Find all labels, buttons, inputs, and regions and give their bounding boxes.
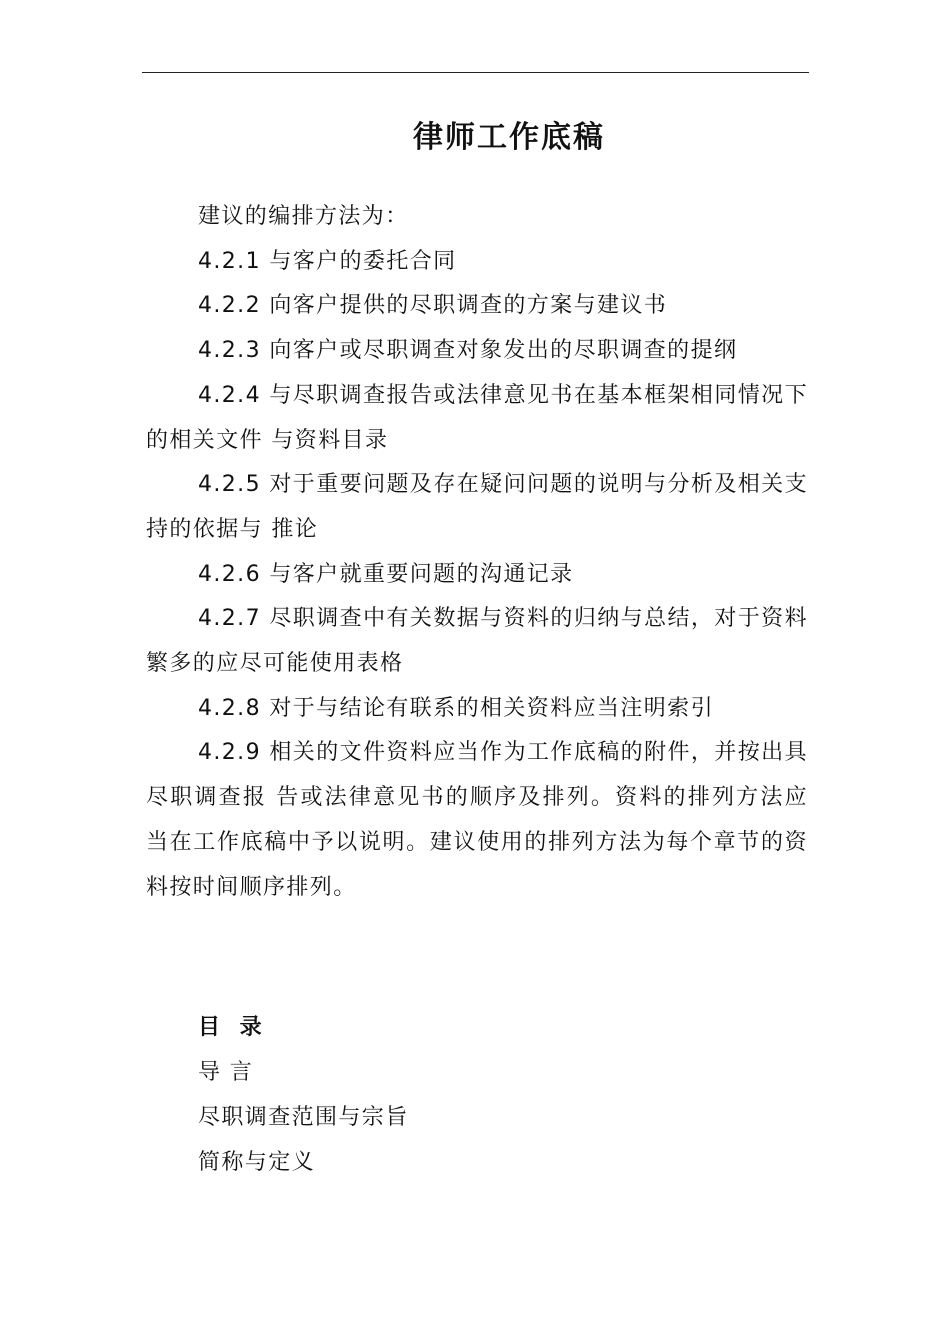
paragraph-4-2-2: 4.2.2 向客户提供的尽职调查的方案与建议书	[198, 293, 668, 319]
toc-item-definitions: 简称与定义	[198, 1150, 316, 1175]
toc-heading: 目 录	[198, 1015, 268, 1040]
header-rule	[142, 72, 809, 73]
toc-item-scope: 尽职调查范围与宗旨	[198, 1105, 409, 1130]
paragraph-4-2-6: 4.2.6 与客户就重要问题的沟通记录	[198, 561, 574, 587]
paragraph-4-2-5: 4.2.5 对于重要问题及存在疑问问题的说明与分析及相关支持的依据与 推论	[146, 472, 808, 542]
paragraph-intro: 建议的编排方法为：	[198, 204, 409, 229]
paragraph-4-2-4: 4.2.4 与尽职调查报告或法律意见书在基本框架相同情况下的相关文件 与资料目录	[146, 382, 808, 453]
table-of-contents	[198, 1005, 798, 1185]
paragraph-4-2-8: 4.2.8 对于与结论有联系的相关资料应当注明索引	[198, 695, 714, 721]
paragraph-4-2-9: 4.2.9 相关的文件资料应当作为工作底稿的附件，并按出具尽职调查报 告或法律意见书的顺序及排列。资料的排列方法应当在工作底稿中予以说明。建议使用的排列方法为每个章节的资料按时间顺序排列。	[146, 740, 808, 900]
toc-item-introduction: 导 言	[198, 1060, 254, 1085]
document-title: 律师工作底稿	[413, 120, 605, 155]
paragraph-4-2-7: 4.2.7 尽职调查中有关数据与资料的归纳与总结，对于资料繁多的应尽可能使用表格	[146, 606, 808, 677]
document-body	[146, 195, 808, 910]
paragraph-4-2-3: 4.2.3 向客户或尽职调查对象发出的尽职调查的提纲	[198, 338, 738, 364]
paragraph-4-2-1: 4.2.1 与客户的委托合同	[198, 248, 457, 274]
